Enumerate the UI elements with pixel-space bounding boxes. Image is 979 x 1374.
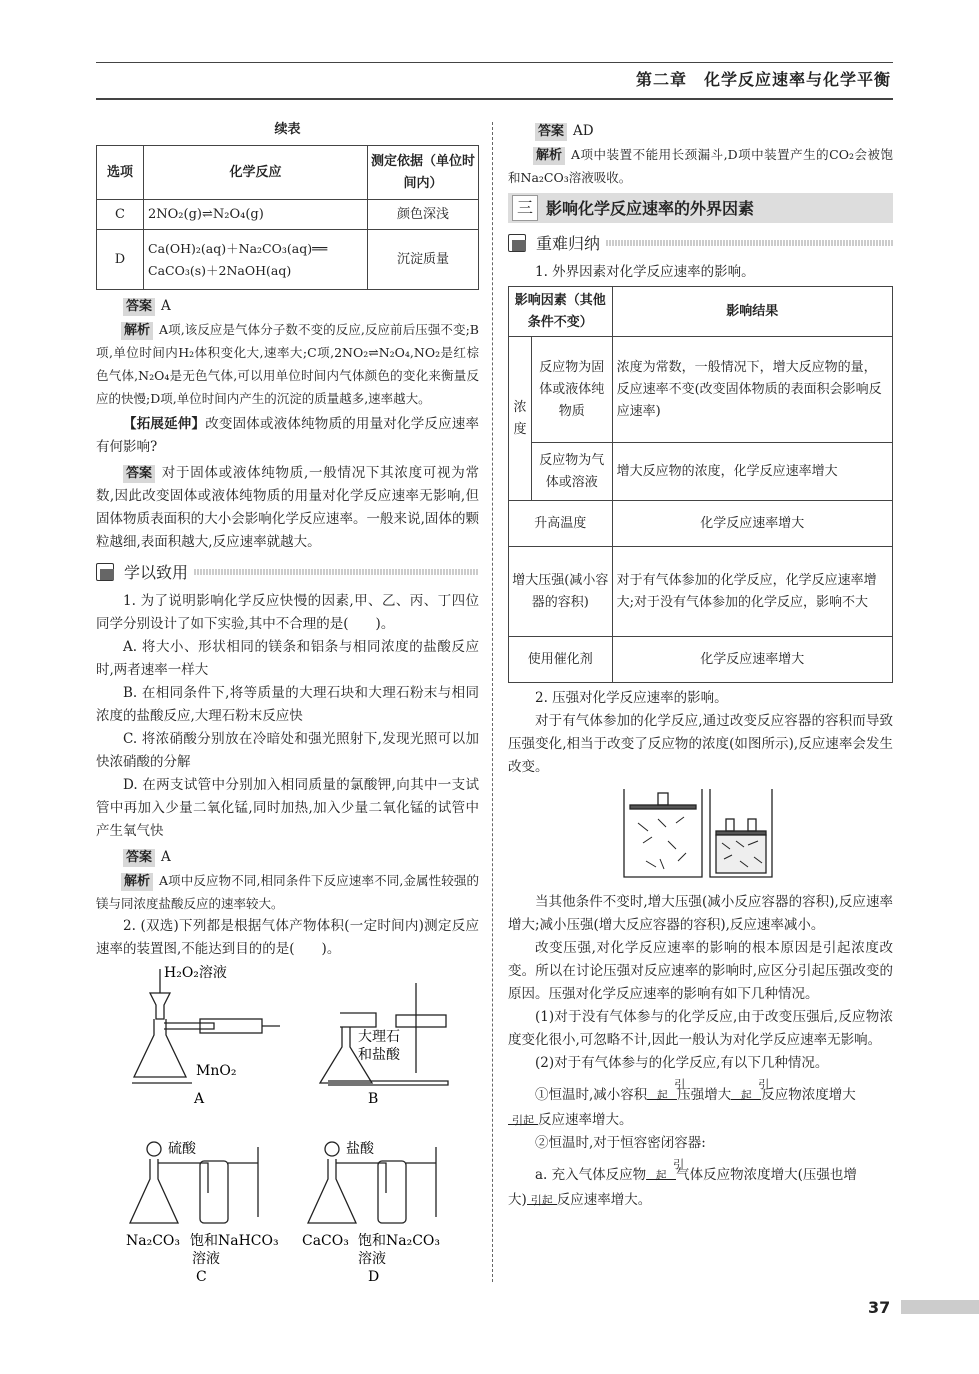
label-hcl2: 盐酸 bbox=[346, 1141, 374, 1157]
case-2-constant-volume: ②恒温时,对于恒容密闭容器: bbox=[535, 1135, 706, 1151]
chain-1-cont bbox=[508, 1109, 893, 1132]
arrow-icon bbox=[527, 1195, 557, 1205]
th-factor: 影响因素（其他条件不变） bbox=[509, 287, 613, 337]
cell-result: 化学反应速率增大 bbox=[612, 637, 892, 683]
analysis-text: A项中反应物不同,相同条件下反应速率不同,金属性较强的镁与同浓度盐酸反应的速率较大。 bbox=[96, 873, 479, 911]
label-solution-c: 溶液 bbox=[192, 1251, 220, 1267]
answer-line bbox=[508, 120, 893, 143]
chain-text: 反应速率增大。 bbox=[538, 1112, 633, 1128]
arrow-label: 引起 bbox=[530, 1194, 553, 1207]
extension-question: 改变固体或液体纯物质的用量对化学反应速率有何影响? bbox=[96, 416, 480, 455]
extension-answer bbox=[96, 462, 479, 554]
answer-tag: 答案 bbox=[123, 849, 155, 867]
cell-factor: 增大压强(减小容器的容积) bbox=[509, 547, 613, 637]
cell-result: 浓度为常数，一般情况下，增大反应物的量，反应速率不变(改变固体物质的表面积会影响反应速率) bbox=[612, 337, 892, 443]
section-rule bbox=[606, 240, 893, 246]
table-row bbox=[97, 230, 479, 290]
section-number: 三 bbox=[512, 195, 538, 221]
chapter-title: 第二章 化学反应速率与化学平衡 bbox=[635, 70, 891, 89]
analysis-paragraph bbox=[96, 869, 479, 915]
table-row bbox=[509, 501, 893, 547]
chain-2-cont bbox=[508, 1189, 893, 1212]
chain-text: 反应速率增大。 bbox=[556, 1192, 652, 1208]
table-row bbox=[509, 443, 893, 501]
pressure-cause-paragraph: 改变压强,对化学反应速率的影响的根本原因是引起浓度改变。所以在讨论压强对反应速率的影响时,应区分引起压强改变的原因。压强对化学反应速率的影响有如下几种情况。 bbox=[508, 940, 893, 1002]
analysis-paragraph bbox=[96, 318, 479, 410]
arrow-icon bbox=[508, 1115, 538, 1125]
cell-factor: 使用催化剂 bbox=[509, 637, 613, 683]
cell-option: D bbox=[97, 230, 144, 290]
section-heading bbox=[96, 558, 479, 586]
label-b: B bbox=[368, 1091, 379, 1107]
chain-text: a. 充入气体反应物 bbox=[535, 1167, 647, 1183]
major-section-heading bbox=[508, 193, 893, 223]
label-nahco3: 饱和NaHCO₃ bbox=[190, 1233, 279, 1249]
chain-1 bbox=[508, 1079, 893, 1107]
analysis-text: A项,该反应是气体分子数不变的反应,反应前后压强不变;B项,单位时间内H₂体积变化大,速率大;C项,2NO₂⇌N₂O₄,NO₂是红棕色气体,N₂O₄是无色气体,可以用单位时间内气体颜色的变化来衡量反应的快慢;D项,单位时间内产生的沉淀的质量越多,速率越大。 bbox=[96, 322, 479, 406]
answer-tag: 答案 bbox=[535, 123, 567, 141]
reaction-table bbox=[96, 145, 479, 290]
arrow-icon bbox=[647, 1078, 686, 1102]
section-icon bbox=[96, 563, 114, 581]
cell-result: 化学反应速率增大 bbox=[612, 501, 892, 547]
apparatus-figure bbox=[96, 963, 479, 1283]
label-mno2: MnO₂ bbox=[196, 1063, 237, 1079]
header-rule-bold bbox=[96, 98, 893, 100]
page-number-bar bbox=[901, 1300, 979, 1314]
answer-tag: 答案 bbox=[123, 298, 155, 316]
question-2: 2. (双选)下列都是根据气体产物体积(一定时间内)测定反应速率的装置图,不能达到目的的是( )。 bbox=[96, 918, 479, 957]
analysis-tag: 解析 bbox=[121, 322, 153, 340]
cell-option: C bbox=[97, 200, 144, 230]
analysis-paragraph bbox=[508, 143, 893, 189]
cell-reaction bbox=[144, 230, 368, 290]
label-d: D bbox=[368, 1269, 380, 1283]
th-reaction: 化学反应 bbox=[144, 146, 368, 200]
pressure-effect-paragraph: 当其他条件不变时,增大压强(减小反应容器的容积),反应速率增大;减小压强(增大反应容器的容积),反应速率减小。 bbox=[508, 894, 893, 933]
answer-tag: 答案 bbox=[123, 465, 155, 483]
analysis-tag: 解析 bbox=[121, 873, 153, 891]
point-1-title: 1. 外界因素对化学反应速率的影响。 bbox=[535, 264, 755, 280]
cell-factor: 升高温度 bbox=[509, 501, 613, 547]
analysis-text: A项中装置不能用长颈漏斗,D项中装置产生的CO₂会被饱和Na₂CO₃溶液吸收。 bbox=[508, 147, 893, 185]
arrow-label: 引起 bbox=[656, 1078, 686, 1102]
page-number: 37 bbox=[868, 1298, 891, 1317]
case-1-paragraph: (1)对于没有气体参与的化学反应,由于改变压强后,反应物浓度变化很小,可忽略不计,因此一般认为对化学反应速率无影响。 bbox=[508, 1009, 893, 1048]
cell-concentration: 浓度 bbox=[509, 337, 532, 501]
cell-result: 增大反应物的浓度，化学反应速率增大 bbox=[612, 443, 892, 501]
header-rule bbox=[96, 62, 893, 63]
pressure-paragraph: 对于有气体参加的化学反应,通过改变反应容器的容积而导致压强变化,相当于改变了反应物的浓度(如图所示),反应速率会发生改变。 bbox=[508, 713, 893, 775]
label-na2co3: Na₂CO₃ bbox=[126, 1233, 181, 1249]
label-h2o2: H₂O₂溶液 bbox=[164, 965, 227, 981]
th-option: 选项 bbox=[97, 146, 144, 200]
answer-line bbox=[96, 295, 479, 318]
option-c: C. 将浓硝酸分别放在冷暗处和强光照射下,发现光照可以加快浓硝酸的分解 bbox=[96, 731, 479, 770]
label-marble: 大理石 bbox=[358, 1029, 400, 1045]
arrow-icon bbox=[646, 1158, 685, 1182]
option-a: A. 将大小、形状相同的镁条和铝条与相同浓度的盐酸反应时,两者速率一样大 bbox=[96, 639, 479, 678]
point-2-title: 2. 压强对化学反应速率的影响。 bbox=[535, 690, 728, 706]
arrow-label: 引起 bbox=[655, 1158, 685, 1182]
left-column bbox=[96, 118, 479, 1283]
chain-text: 气体反应物浓度增大(压强也增 bbox=[676, 1167, 857, 1183]
option-b: B. 在相同条件下,将等质量的大理石块和大理石粉末与相同浓度的盐酸反应,大理石粉末反应快 bbox=[96, 685, 479, 724]
extension-answer-text: 对于固体或液体纯物质,一般情况下其浓度可视为常数,因此改变固体或液体纯物质的用量对化学反应速率无影响,但固体物质表面积的大小会影响化学反应速率。一般来说,固体的颗粒越细,表面积越大,反应速率就越大。 bbox=[96, 465, 479, 550]
cell-basis: 颜色深浅 bbox=[368, 200, 479, 230]
option-d: D. 在两支试管中分别加入相同质量的氯酸钾,向其中一支试管中再加入少量二氧化锰,同时加热,加入少量二氧化锰的试管中产生氧气快 bbox=[96, 777, 479, 839]
case-2-paragraph: (2)对于有气体参与的化学反应,有以下几种情况。 bbox=[535, 1055, 829, 1071]
cell-basis: 沉淀质量 bbox=[368, 230, 479, 290]
arrow-icon bbox=[731, 1078, 770, 1102]
chain-2 bbox=[508, 1159, 893, 1187]
table-row bbox=[509, 637, 893, 683]
section-icon bbox=[508, 234, 526, 252]
reaction-line-2: CaCO₃(s)＋2NaOH(aq) bbox=[148, 262, 292, 278]
section-title: 重难归纳 bbox=[536, 233, 601, 253]
table-row bbox=[97, 200, 479, 230]
column-divider bbox=[492, 122, 493, 1282]
label-h2so4: 硫酸 bbox=[168, 1141, 196, 1157]
answer-line bbox=[96, 846, 479, 869]
question-1: 1. 为了说明影响化学反应快慢的因素,甲、乙、丙、丁四位同学分别设计了如下实验,其中不合理的是( )。 bbox=[96, 593, 479, 632]
pressure-figure bbox=[508, 783, 893, 887]
arrow-label: 引起 bbox=[512, 1114, 534, 1127]
table-row bbox=[509, 337, 893, 443]
chain-text: 反应物浓度增大 bbox=[761, 1087, 856, 1103]
answer-value: A bbox=[161, 849, 171, 865]
label-solution-d: 溶液 bbox=[358, 1251, 386, 1267]
th-result: 影响结果 bbox=[612, 287, 892, 337]
reaction-line-1: Ca(OH)₂(aq)＋Na₂CO₃(aq)══ bbox=[148, 240, 328, 256]
answer-value: AD bbox=[573, 123, 594, 139]
factors-table bbox=[508, 286, 893, 683]
cell-result: 对于有气体参加的化学反应，化学反应速率增大;对于没有气体参加的化学反应，影响不大 bbox=[612, 547, 892, 637]
section-rule bbox=[194, 569, 479, 575]
cell-factor: 反应物为气体或溶液 bbox=[532, 443, 613, 501]
th-basis: 测定依据（单位时间内） bbox=[368, 146, 479, 200]
label-caco3: CaCO₃ bbox=[302, 1233, 349, 1249]
arrow-label: 引起 bbox=[740, 1078, 770, 1102]
extension-tag: 【拓展延伸】 bbox=[123, 416, 206, 432]
section-title: 学以致用 bbox=[124, 562, 189, 582]
cell-factor: 反应物为固体或液体纯物质 bbox=[532, 337, 613, 443]
table-row bbox=[509, 547, 893, 637]
label-a: A bbox=[194, 1091, 205, 1107]
cell-reaction: 2NO₂(g)⇌N₂O₄(g) bbox=[144, 200, 368, 230]
label-sat-na2co3: 饱和Na₂CO₃ bbox=[358, 1233, 441, 1249]
right-column bbox=[508, 118, 893, 1212]
label-c: C bbox=[196, 1269, 207, 1283]
section-heading bbox=[508, 229, 893, 257]
table-caption: 续表 bbox=[274, 122, 301, 137]
chain-text: 大) bbox=[508, 1192, 527, 1208]
answer-value: A bbox=[161, 298, 171, 314]
section-title: 影响化学反应速率的外界因素 bbox=[546, 198, 755, 218]
analysis-tag: 解析 bbox=[533, 147, 565, 165]
chain-text: ①恒温时,减小容积 bbox=[535, 1087, 648, 1103]
label-hcl: 和盐酸 bbox=[358, 1047, 400, 1063]
extension-paragraph bbox=[96, 413, 479, 459]
chain-text: 压强增大 bbox=[677, 1087, 732, 1103]
